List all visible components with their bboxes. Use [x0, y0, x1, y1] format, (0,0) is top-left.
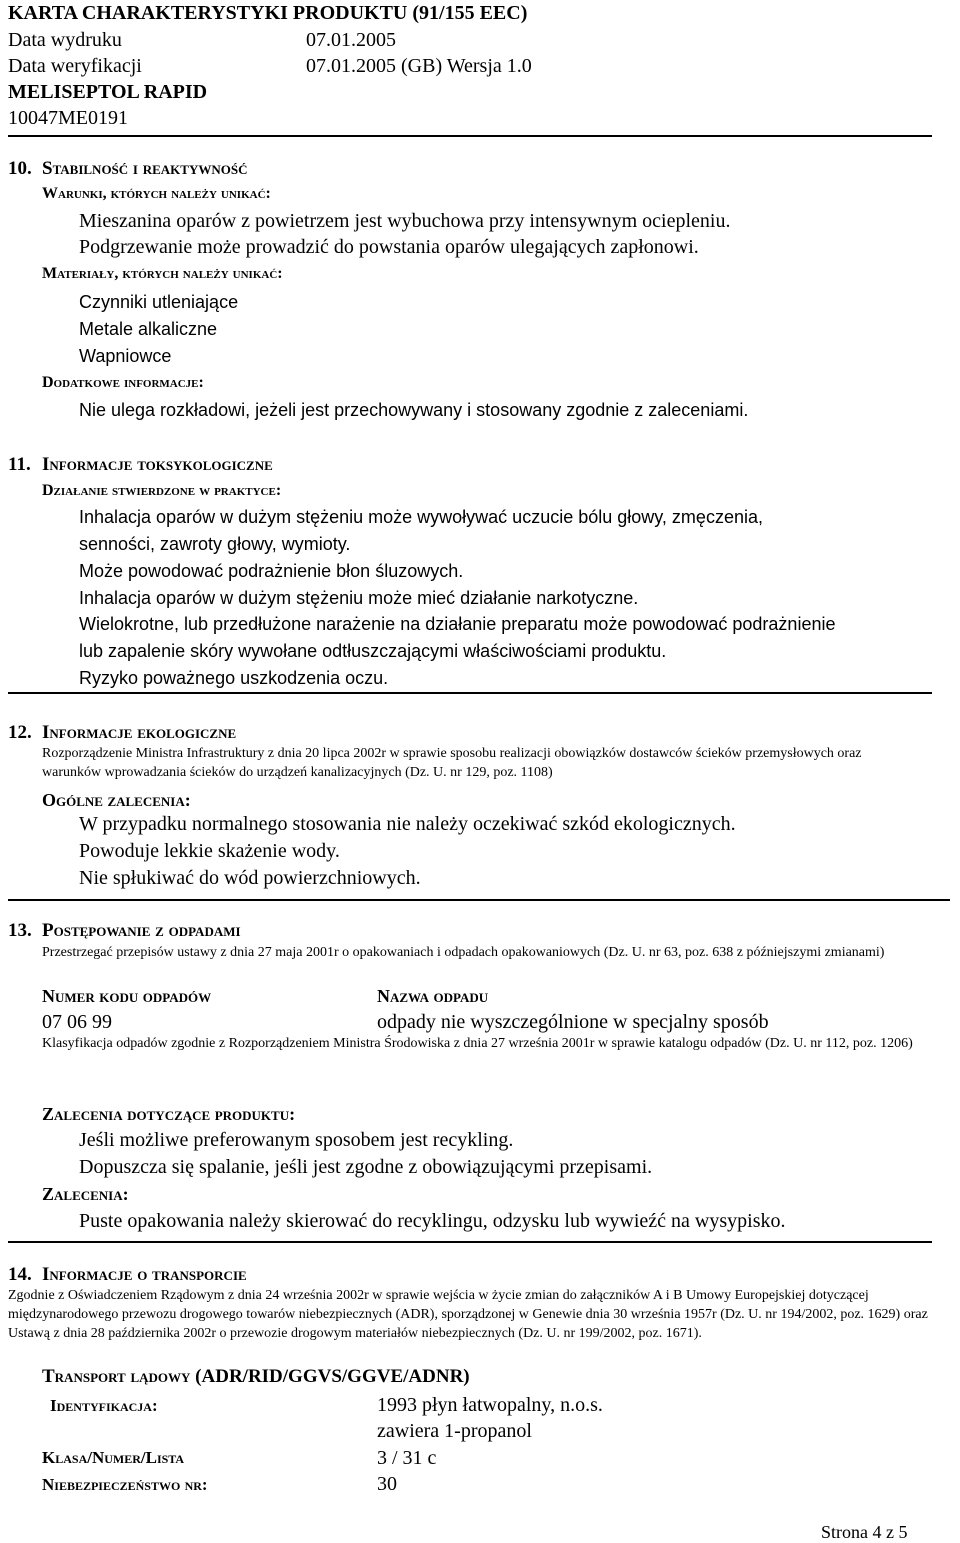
id-label: Identyfikacja:: [50, 1396, 158, 1415]
section-11-heading: [8, 454, 273, 475]
avoid-material-item: Czynniki utleniające: [79, 292, 239, 312]
product-recommend-line: Jeśli możliwe preferowanym sposobem jest recykling.: [79, 1129, 514, 1151]
regulation-text: Rozporządzenie Ministra Infrastruktury z dnia 20 lipca 2002r w sprawie sposobu realizacji obowiązków dostawców ścieków przemysłowych oraz warunków wprowadzania ścieków do urządzeń kanalizacyjnych (Dz. U. nr 129, poz. 1108): [42, 746, 862, 780]
section-number: 10.: [8, 158, 32, 179]
waste-name-value: odpady nie wyszczególnione w specjalny sposób: [377, 1011, 769, 1033]
product-recommend-heading: Zalecenia dotyczące produktu:: [42, 1104, 296, 1124]
tox-line: Może powodować podrażnienie błon śluzowych.: [79, 561, 464, 581]
avoid-material-item: Metale alkaliczne: [79, 319, 218, 339]
regulation-text: Przestrzegać przepisów ustawy z dnia 27 maja 2001r o opakowaniach i odpadach opakowaniowych (Dz. U. nr 63, poz. 638 z późniejszymi zmianami): [42, 945, 885, 960]
eco-line: W przypadku normalnego stosowania nie należy oczekiwać szkód ekologicznych.: [79, 813, 736, 835]
section-title: Postępowanie z odpadami: [42, 920, 241, 941]
eco-line: Powoduje lekkie skażenie wody.: [79, 840, 340, 862]
class-value: 3 / 31 c: [377, 1447, 437, 1469]
waste-code-value: 07 06 99: [42, 1011, 112, 1033]
section-number: 12.: [8, 722, 32, 743]
recommend-line: Puste opakowania należy skierować do recyklingu, odzysku lub wywieźć na wysypisko.: [79, 1210, 786, 1232]
document-title: KARTA CHARAKTERYSTYKI PRODUKTU (91/155 EEC): [8, 2, 528, 24]
general-heading: Ogólne zalecenia:: [42, 790, 191, 810]
land-transport-heading: Transport lądowy (ADR/RID/GGVS/GGVE/ADNR): [42, 1366, 470, 1387]
id-value: 1993 płyn łatwopalny, n.o.s.: [377, 1394, 603, 1416]
section-14-heading: [8, 1264, 247, 1285]
product-code: 10047ME0191: [8, 107, 128, 129]
classification-text: Klasyfikacja odpadów zgodnie z Rozporządzeniem Ministra Środowiska z dnia 27 września 2001r w sprawie katalogu odpadów (Dz. U. nr 112, poz. 1206): [42, 1036, 913, 1051]
section-divider: [8, 692, 932, 694]
danger-label: Niebezpieczeństwo nr:: [42, 1475, 208, 1494]
section-divider: [8, 899, 950, 901]
product-name: MELISEPTOL RAPID: [8, 81, 208, 103]
avoid-material-item: Wapniowce: [79, 346, 172, 366]
danger-value: 30: [377, 1473, 397, 1495]
class-label: Klasa/Numer/Lista: [42, 1448, 185, 1467]
section-title: Informacje o transporcie: [42, 1264, 247, 1285]
regulation-text: Zgodnie z Oświadczeniem Rządowym z dnia 24 września 2002r w sprawie wejścia w życie zmian do załączników A i B Umowy Europejskiej dotyczącej międzynarodowego przewozu drogowego towarów niebezpiecznych (ADR), sporządzonej w Genewie dnia 30 września 1957r (Dz. U. nr 194/2002, poz. 1629) oraz Ustawą z dnia 28 października 2002r o przewozie drogowym materiałów niebezpiecznych (Dz. U. nr 199/2002, poz. 1671).: [8, 1288, 928, 1341]
tox-line: Ryzyko poważnego uszkodzenia oczu.: [79, 668, 389, 688]
effects-heading: Działanie stwierdzone w praktyce:: [42, 482, 282, 499]
section-number: 13.: [8, 920, 32, 941]
additional-info-heading: Dodatkowe informacje:: [42, 374, 204, 391]
eco-line: Nie spłukiwać do wód powierzchniowych.: [79, 867, 421, 889]
print-date-label: Data wydruku: [8, 29, 122, 51]
verify-date-label: Data weryfikacji: [8, 55, 142, 77]
section-13-heading: [8, 920, 241, 941]
tox-line: Inhalacja oparów w dużym stężeniu może mieć działanie narkotyczne.: [79, 588, 639, 608]
tox-line: senności, zawroty głowy, wymioty.: [79, 534, 351, 554]
id-value-secondary: zawiera 1-propanol: [377, 1420, 532, 1442]
tox-line: Wielokrotne, lub przedłużone narażenie na działanie preparatu może powodować podrażnienie: [79, 614, 836, 634]
section-title: Informacje toksykologiczne: [42, 454, 273, 475]
waste-code-heading: Numer kodu odpadów: [42, 986, 212, 1006]
recommend-heading: Zalecenia:: [42, 1184, 129, 1204]
section-title: Stabilność i reaktywność: [42, 158, 248, 179]
tox-line: lub zapalenie skóry wywołane odtłuszczającymi właściwościami produktu.: [79, 641, 667, 661]
section-10-heading: [8, 158, 247, 179]
section-number: 11.: [8, 454, 31, 475]
avoid-condition-line: Mieszanina oparów z powietrzem jest wybuchowa przy intensywnym ociepleniu.: [79, 210, 731, 232]
section-12-heading: [8, 722, 236, 743]
page-number: Strona 4 z 5: [821, 1522, 908, 1542]
tox-line: Inhalacja oparów w dużym stężeniu może wywoływać uczucie bólu głowy, zmęczenia,: [79, 507, 763, 527]
section-divider: [8, 1241, 932, 1243]
verify-date-value: 07.01.2005 (GB) Wersja 1.0: [306, 55, 532, 77]
section-title: Informacje ekologiczne: [42, 722, 237, 743]
avoid-materials-heading: Materiały, których należy unikać:: [42, 265, 283, 282]
section-number: 14.: [8, 1264, 32, 1285]
product-recommend-line: Dopuszcza się spalanie, jeśli jest zgodne z obowiązującymi przepisami.: [79, 1156, 653, 1178]
avoid-condition-line: Podgrzewanie może prowadzić do powstania oparów ulegających zapłonowi.: [79, 236, 699, 258]
print-date-value: 07.01.2005: [306, 29, 396, 51]
waste-name-heading: Nazwa odpadu: [377, 986, 489, 1006]
additional-info-text: Nie ulega rozkładowi, jeżeli jest przechowywany i stosowany zgodnie z zaleceniami.: [79, 400, 749, 420]
header-divider: [8, 135, 932, 137]
avoid-conditions-heading: Warunki, których należy unikać:: [42, 185, 271, 202]
